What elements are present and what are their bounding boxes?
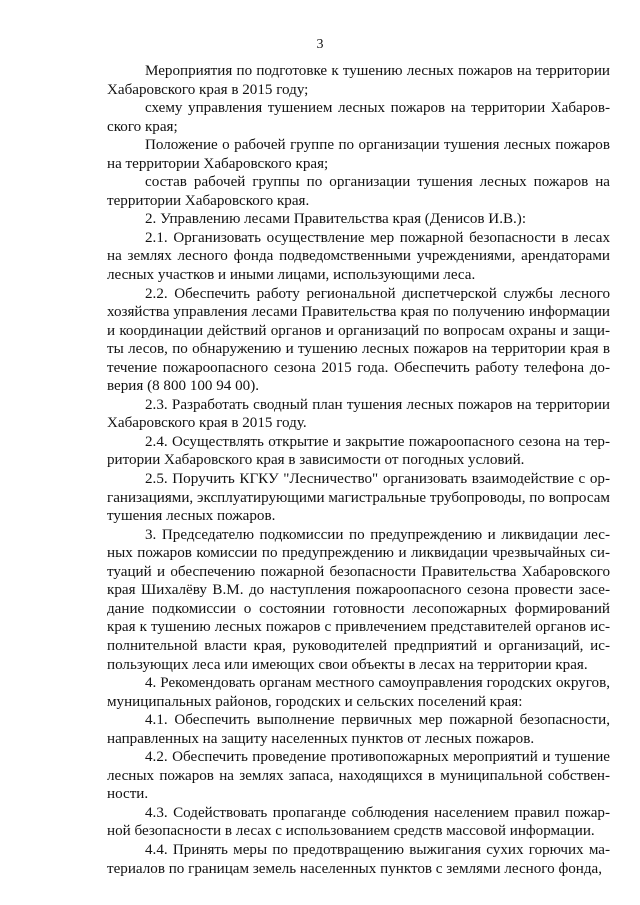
paragraph-item-4-2: 4.2. Обеспечить проведение противопожарных мероприятий и тушение лесных пожаров на землях запаса, находящихся в муниципальной собственности. (107, 749, 610, 803)
paragraph-item-4-4: 4.4. Принять меры по предотвращению выжигания сухих горючих материалов по границам земель населенных пунктов с землями лесного фонда, (107, 841, 610, 877)
paragraph-item-2-2: 2.2. Обеспечить работу региональной диспетчерской службы лесного хозяйства управления лесами Правительства края по получению информации и координации действий органов и организаций по вопросам охраны и защиты лесов, по обнаружению и тушению лесных пожаров на территории края в течение пожароопасного сезона 2015 года. Обеспечить работу телефона доверия (8 800 100 94 00). (107, 285, 610, 395)
document-body (107, 62, 610, 878)
paragraph-item-2-5: 2.5. Поручить КГКУ "Лесничество" организовать взаимодействие с организациями, эксплуатирующими магистральные трубопроводы, по вопросам тушения лесных пожаров. (107, 471, 610, 525)
paragraph-working-group-composition: состав рабочей группы по организации тушения лесных пожаров на территории Хабаровского края. (107, 174, 610, 209)
paragraph-item-4-3: 4.3. Содействовать пропаганде соблюдения населением правил пожарной безопасности в лесах с использованием средств массовой информации. (107, 804, 610, 840)
paragraph-section-3: 3. Председателю подкомиссии по предупреждению и ликвидации лесных пожаров комиссии по предупреждению и ликвидации чрезвычайных ситуаций и обеспечению пожарной безопасности Правительства Хабаровского края Шихалёву В.М. до наступления пожароопасного сезона провести заседание подкомиссии о состоянии готовности лесопожарных формирований края к тушению лесных пожаров с привлечением представителей органов исполнительной власти края, руководителей предприятий и организаций, использующих леса или имеющих свои объекты в лесах на территории края. (107, 526, 610, 673)
paragraph-section-2: 2. Управлению лесами Правительства края (Денисов И.В.): (145, 211, 527, 228)
paragraph-fire-measures-plan: Мероприятия по подготовке к тушению лесных пожаров на территории Хабаровского края в 2015 году; (107, 63, 610, 98)
paragraph-item-2-1: 2.1. Организовать осуществление мер пожарной безопасности в лесах на землях лесного фонда подведомственными учреждениями, арендаторами лесных участков и иными лицами, использующими леса. (107, 229, 610, 284)
paragraph-section-4: 4. Рекомендовать органам местного самоуправления городских округов, муниципальных районов, городских и сельских поселений края: (107, 675, 610, 710)
paragraph-item-2-3: 2.3. Разработать сводный план тушения лесных пожаров на территории Хабаровского края в 2015 году. (107, 396, 610, 432)
page-number: 3 (316, 37, 324, 52)
paragraph-management-scheme: схему управления тушением лесных пожаров на территории Хабаровского края; (107, 100, 610, 135)
paragraph-item-4-1: 4.1. Обеспечить выполнение первичных мер пожарной безопасности, направленных на защиту населенных пунктов от лесных пожаров. (107, 712, 610, 747)
paragraph-working-group-regulation: Положение о рабочей группе по организации тушения лесных пожаров на территории Хабаровского края; (107, 137, 610, 172)
paragraph-item-2-4: 2.4. Осуществлять открытие и закрытие пожароопасного сезона на территории Хабаровского края в зависимости от погодных условий. (107, 433, 610, 469)
